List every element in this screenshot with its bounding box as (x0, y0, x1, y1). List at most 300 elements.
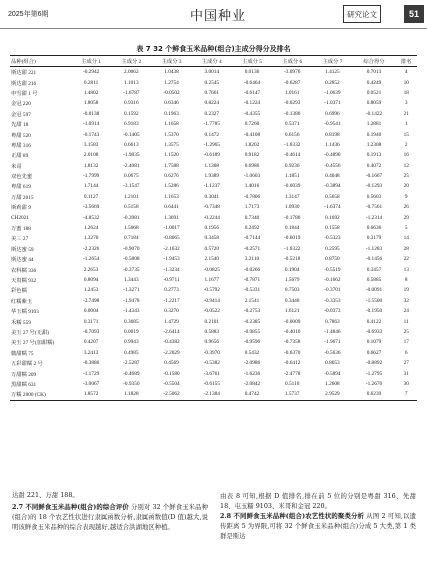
section-2-7-title: 2.7 不同鲜食玉米品种(组合)的综合评价 (12, 503, 129, 511)
table-caption: 表 7 32 个鲜食玉米品种(组合)主成分得分及排名 (136, 45, 291, 53)
score-cell: 0.8750 (325, 256, 340, 263)
score-cell: 0.1472 (204, 131, 220, 138)
score-cell: -1.6787 (123, 89, 140, 96)
score-cell: -1.2217 (163, 297, 180, 304)
score-cell: 0.2101 (204, 318, 220, 325)
score-cell: -1.9671 (324, 339, 341, 346)
score-cell: 3.2413 (83, 349, 99, 356)
score-cell: 18 (403, 89, 409, 96)
score-cell: 0.2773 (164, 287, 179, 294)
score-cell: -1.6236 (243, 370, 261, 377)
table-row (10, 161, 417, 171)
table-row (10, 223, 417, 233)
variety-name-cell: 斯达蜜 44 (11, 257, 34, 264)
variety-name-cell: 金冠 220 (11, 101, 31, 108)
column-header: 综合得分 (353, 56, 396, 67)
score-cell: 21 (403, 110, 409, 117)
variety-name-cell: 天贵糯 932 (11, 278, 37, 284)
score-cell: -1.0322 (284, 245, 301, 252)
score-cell: -0.7358 (284, 339, 301, 346)
score-cell: 9 (404, 193, 408, 200)
column-header: 主成分 4 (192, 56, 232, 67)
score-cell: 0.4048 (325, 173, 340, 180)
variety-name-cell: 正甜 89 (11, 153, 29, 160)
score-cell: 2.0108 (83, 152, 99, 159)
score-cell: 3.1583 (83, 141, 99, 148)
score-cell: -3.5669 (82, 204, 100, 211)
score-cell: -1.4343 (123, 308, 140, 315)
variety-name-cell: 斯达甜 221 (11, 70, 37, 77)
score-cell: 2.2653 (83, 266, 99, 273)
score-cell: -2.2326 (82, 245, 100, 252)
variety-name-cell: 禾糯 559 (11, 319, 31, 326)
score-cell: -0.3886 (82, 360, 100, 367)
score-cell: 0.1963 (164, 110, 179, 117)
score-cell: 0.0019 (124, 328, 139, 335)
score-cell: 1.4729 (164, 318, 179, 325)
score-cell: 1.1677 (204, 277, 220, 283)
score-cell: -0.5894 (324, 370, 341, 377)
score-cell: 1.5370 (164, 131, 179, 138)
score-cell: 0.4207 (83, 339, 99, 346)
score-cell: -1.0639 (324, 89, 341, 96)
score-cell: 0.1844 (284, 225, 300, 232)
score-cell: 0.6986 (244, 162, 260, 169)
table-body (10, 67, 417, 401)
score-cell: -0.7561 (365, 204, 383, 211)
score-cell: 0.5158 (124, 204, 139, 211)
score-cell: 0.6996 (325, 110, 340, 117)
right-paragraph: 由表 8 可知,根据 D 值排名,排在前 5 位的分别是粤甜 316、先甜 18、屯玉糯 9103、米哥和金冠 220。 (220, 492, 416, 510)
score-cell: -1.1729 (82, 370, 100, 377)
score-cell: 1.2881 (366, 121, 382, 128)
variety-name-cell: 粤甜 316 (11, 142, 31, 149)
left-column (12, 502, 208, 532)
score-cell: -0.3353 (324, 297, 341, 304)
score-cell: 1.1520 (164, 152, 179, 159)
score-cell: -0.4108 (243, 131, 261, 138)
score-cell: -0.7144 (243, 235, 261, 242)
table-row (10, 98, 417, 108)
score-cell: 0.1127 (83, 193, 99, 200)
score-cell: 1.7144 (83, 183, 99, 190)
score-cell: -2.2029 (163, 349, 180, 356)
score-cell: 2.1541 (244, 297, 260, 304)
score-cell: -0.2571 (243, 245, 261, 252)
score-cell: 1.2624 (83, 225, 99, 232)
score-cell: 0.1956 (204, 225, 220, 232)
score-cell: -0.0825 (203, 266, 220, 273)
table-row (10, 202, 417, 212)
score-cell: -1.4846 (324, 328, 341, 335)
score-cell: -0.4890 (324, 152, 341, 159)
score-cell: 0.8094 (83, 277, 99, 283)
score-cell: 1.1653 (164, 193, 179, 200)
score-cell: 0.9943 (124, 339, 139, 346)
score-cell: 1.5737 (272, 389, 312, 400)
score-cell: -0.9414 (203, 297, 220, 304)
score-cell: -3.7498 (82, 297, 100, 304)
variety-name-cell: 美三 27 (11, 236, 29, 243)
score-cell: -0.8065 (163, 235, 180, 242)
score-cell: 1.4016 (244, 183, 260, 190)
score-cell: -0.1293 (365, 183, 383, 190)
score-cell: 16 (403, 152, 409, 159)
score-cell: -1.2314 (365, 214, 383, 221)
score-cell: 15 (403, 131, 409, 138)
score-cell: 0.1940 (366, 131, 382, 138)
score-cell: 1.2308 (366, 141, 382, 148)
score-cell: 0.4985 (124, 349, 139, 356)
left-col-continuation: 达甜 221、万甜 188。 (12, 491, 79, 499)
score-cell: -1.2795 (365, 370, 383, 377)
score-cell: 0.5720 (204, 245, 220, 252)
score-cell: 1.3691 (164, 214, 179, 221)
score-cell: 0.6613 (124, 141, 139, 148)
score-cell: 1.1851 (284, 173, 300, 180)
score-cell: -0.0266 (243, 266, 261, 273)
score-cell: -0.6287 (284, 79, 301, 86)
score-cell: 0.6239 (353, 389, 396, 400)
table-row (10, 379, 417, 389)
score-cell: -0.9070 (123, 245, 140, 252)
variety-name-cell: 万甜糯 209 (11, 371, 37, 378)
variety-name-cell: 红糯紫玉 (11, 298, 33, 305)
score-cell: -0.6039 (284, 183, 301, 190)
score-cell: -0.2942 (82, 69, 100, 76)
score-cell: -0.1380 (284, 110, 301, 117)
score-cell: 0.3457 (366, 266, 382, 273)
score-cell: 0.3458 (204, 235, 220, 242)
score-cell: -0.7348 (203, 204, 220, 211)
variety-name-cell: 双色先蜜 (11, 174, 33, 181)
score-cell: 0.2545 (204, 79, 220, 86)
score-cell: -0.1667 (365, 173, 383, 180)
score-cell: 4 (404, 69, 408, 76)
score-cell: 0.3685 (124, 318, 139, 325)
score-cell: -0.2753 (243, 308, 261, 315)
variety-name-cell: 美玉 27 号(无甜) (11, 329, 49, 336)
score-cell: -1.9453 (163, 256, 180, 263)
score-cell: 20 (403, 183, 409, 190)
score-cell: 2.9529 (312, 389, 352, 400)
score-cell: 0.7503 (284, 287, 300, 294)
variety-name-cell: 微甜糯 75 (11, 350, 34, 357)
score-cell: -1.0332 (284, 141, 301, 148)
score-cell: 10 (403, 79, 409, 86)
score-cell: -0.8138 (82, 110, 100, 117)
variety-name-cell: 先甜 18 (11, 122, 29, 129)
score-cell: -1.1283 (365, 245, 383, 252)
score-cell: 0.7661 (204, 89, 220, 96)
score-cell: -3.0976 (284, 69, 301, 76)
score-cell: 2 (404, 141, 408, 148)
score-cell: 1.4802 (83, 89, 99, 96)
score-cell: -0.0293 (284, 100, 301, 107)
score-cell: 0.3171 (83, 318, 99, 325)
table-row (10, 119, 417, 129)
score-cell: 1.3443 (124, 277, 139, 283)
score-cell: -1.9835 (123, 152, 140, 159)
score-cell: -0.3701 (324, 287, 341, 294)
score-cell: -2.5287 (123, 360, 140, 367)
score-cell: -1.5500 (365, 297, 383, 304)
journal-logo: 中国种业 (190, 9, 247, 24)
table-row (10, 316, 417, 326)
variety-name-cell: CH2021 (11, 214, 29, 221)
score-cell: -0.5636 (324, 349, 341, 356)
table-row (10, 150, 417, 160)
score-cell: -2.0986 (243, 360, 261, 367)
score-cell: 1.7588 (164, 162, 179, 169)
score-cell: 0.1079 (366, 339, 382, 346)
score-cell: -1.0371 (324, 100, 341, 107)
score-cell: 0.0675 (124, 173, 139, 180)
score-cell: 0.5432 (244, 349, 260, 356)
score-cell: 0.3179 (366, 235, 382, 242)
score-cell: 1.3270 (83, 235, 99, 242)
score-cell: -0.4382 (163, 339, 180, 346)
score-cell: 27 (403, 360, 409, 367)
score-cell: -4.8532 (82, 214, 100, 221)
score-cell: 0.1592 (124, 110, 139, 117)
table-row (10, 129, 417, 139)
table-row (10, 77, 417, 87)
score-cell: 2.1540 (204, 256, 220, 263)
score-cell: 1.2453 (83, 287, 99, 294)
score-cell: -0.4355 (243, 110, 261, 117)
score-cell: 0.6627 (366, 349, 382, 356)
score-cell: 0.2811 (83, 79, 99, 86)
variety-name-cell: 黑甜糯 631 (11, 381, 37, 388)
score-cell: -0.4556 (324, 162, 341, 169)
score-cell: 11 (403, 318, 409, 325)
score-cell: -3.0067 (82, 380, 100, 387)
table-header-row (10, 56, 417, 67)
score-cell: 1.0161 (284, 89, 300, 96)
table-row (10, 109, 417, 119)
score-cell: 1.6121 (284, 308, 300, 315)
table-row (10, 348, 417, 358)
score-cell: 0.4569 (164, 360, 179, 367)
score-cell: 1.8202 (244, 141, 260, 148)
score-cell: -0.1405 (123, 131, 140, 138)
variety-name-cell: 万糯 2000 (CK) (10, 389, 71, 400)
score-cell: 2.0062 (124, 69, 139, 76)
table-row (10, 254, 417, 264)
score-cell: 1.3147 (284, 193, 300, 200)
score-cell: -0.1950 (365, 308, 383, 315)
variety-name-cell: 农科糯 336 (11, 267, 37, 274)
score-cell: -0.1224 (243, 100, 261, 107)
score-cell: -1.2676 (365, 380, 383, 387)
score-cell: -0.0502 (163, 89, 180, 96)
score-cell: 1.5679 (284, 277, 300, 283)
table-row (10, 244, 417, 254)
right-column (220, 491, 416, 541)
score-cell: -1.0914 (82, 121, 100, 128)
score-cell: -1.9478 (123, 297, 140, 304)
score-cell: -0.1580 (163, 370, 180, 377)
score-cell: 0.7340 (244, 214, 260, 221)
score-cell: 0.9316 (124, 100, 139, 107)
score-cell: -0.2385 (243, 318, 261, 325)
variety-name-cell: 金冠 597 (11, 111, 31, 118)
score-cell: 26 (403, 204, 409, 211)
score-cell: 0.9236 (284, 162, 300, 169)
score-table (10, 55, 417, 401)
variety-name-cell: 美玉 27 号(加甜糯) (11, 340, 55, 347)
score-cell: 7 (395, 389, 417, 400)
score-cell: -0.4010 (284, 328, 301, 335)
score-cell: -0.5331 (243, 287, 261, 294)
score-cell: 0.0521 (366, 89, 382, 96)
score-cell: -3.6761 (203, 370, 220, 377)
score-cell: 0.6346 (164, 100, 179, 107)
header-divider (0, 28, 427, 29)
score-cell: 0.5371 (284, 121, 300, 128)
score-cell: 0.3041 (204, 193, 220, 200)
score-cell: 6.9183 (124, 121, 139, 128)
score-cell: 1.7173 (244, 204, 260, 211)
section-2-8-title: 2.8 不同鲜食玉米品种(组合)农艺性状的聚类分析 (220, 512, 365, 520)
score-cell: 0.1913 (366, 152, 382, 159)
score-cell: 0.4249 (366, 79, 382, 86)
score-cell: 25 (403, 328, 409, 335)
score-cell: 0.8059 (366, 100, 382, 107)
score-cell: -0.6155 (203, 380, 220, 387)
table-row (10, 67, 417, 78)
score-cell: 1.0438 (164, 69, 179, 76)
table-row (10, 358, 417, 368)
score-cell: 12 (403, 162, 409, 169)
score-cell: -0.5808 (123, 256, 140, 263)
score-cell: 0.2327 (204, 110, 220, 117)
score-cell: -0.1780 (284, 214, 301, 221)
score-cell: -0.5792 (203, 287, 220, 294)
table-row (10, 140, 417, 150)
score-cell: 0.8653 (325, 360, 340, 367)
score-cell: 1.8058 (83, 100, 99, 107)
score-cell: 0.7184 (124, 235, 139, 242)
score-cell: -0.2244 (203, 214, 220, 221)
score-cell: -0.8892 (365, 360, 383, 367)
score-cell: 1.2101 (124, 193, 139, 200)
section-label: 研究论文 (347, 9, 377, 19)
score-cell: -0.6147 (243, 89, 261, 96)
score-cell: 28 (403, 245, 409, 252)
score-cell: -2.0842 (243, 380, 261, 387)
table-row (10, 327, 417, 337)
score-cell: 0.8198 (325, 131, 340, 138)
score-cell: -2.4778 (284, 370, 301, 377)
score-cell: -0.6189 (203, 152, 220, 159)
score-cell: -1.2965 (203, 141, 220, 148)
score-cell: 0.3270 (164, 308, 179, 315)
score-cell: 0.5603 (366, 193, 382, 200)
variety-name-cell: 斯莉甜 9 (11, 205, 31, 212)
variety-name-cell: 米哥 (11, 163, 22, 170)
score-cell: -0.6412 (284, 360, 301, 367)
score-cell: -0.1743 (82, 131, 100, 138)
column-header: 主成分 6 (272, 56, 312, 67)
score-cell: -0.5218 (284, 256, 301, 263)
variety-name-cell: 万蜜 188 (11, 226, 31, 233)
variety-name-cell: 斯达甜 216 (11, 80, 37, 87)
score-cell: 0.5885 (366, 277, 382, 283)
score-cell: -0.9711 (163, 277, 180, 283)
score-cell: 17 (403, 339, 409, 346)
score-cell: 1.2754 (164, 79, 179, 86)
score-cell: 0.1692 (325, 214, 340, 221)
section-2-8-body: 从图 2 可知,以遗传距离 5 为界限,可将 32 个鲜食玉米品种(组合)分成 5 大类,第 1 类群是斯达 (220, 512, 416, 540)
score-cell: -0.9596 (243, 339, 261, 346)
score-cell: 3.0014 (204, 69, 220, 76)
score-cell: -0.7806 (243, 193, 261, 200)
score-cell: 0.6156 (284, 131, 300, 138)
score-cell: 1.9389 (204, 173, 220, 180)
score-cell: -0.5519 (324, 266, 341, 273)
score-cell: 0.0004 (83, 308, 99, 315)
score-cell: 0.6636 (366, 225, 382, 232)
score-cell: -0.7871 (243, 277, 261, 283)
table-row (10, 88, 417, 98)
score-cell: 3.2110 (244, 256, 260, 263)
score-cell: -0.9855 (243, 328, 261, 335)
score-cell: -2.1384 (192, 389, 232, 400)
score-cell: 24 (403, 308, 409, 315)
score-cell: -1.1237 (203, 183, 220, 190)
score-cell: -0.0009 (284, 318, 301, 325)
score-cell: 0.0136 (244, 69, 260, 76)
score-cell: 30 (403, 380, 409, 387)
score-cell: 0.6276 (164, 173, 179, 180)
score-cell: 1.5286 (164, 183, 179, 190)
score-cell: -0.6019 (284, 235, 301, 242)
score-cell: -0.4689 (123, 370, 140, 377)
score-cell: 0.2852 (325, 79, 340, 86)
score-cell: 0.6441 (164, 204, 179, 211)
score-cell: -0.4614 (284, 152, 301, 159)
score-cell: 0.7013 (366, 69, 382, 76)
score-cell: -0.7093 (82, 328, 100, 335)
score-cell: 0.4742 (232, 389, 272, 400)
table-row (10, 264, 417, 274)
score-cell: -1.7999 (82, 173, 100, 180)
score-cell: 32 (403, 297, 409, 304)
score-cell: 19 (403, 287, 409, 294)
score-cell: 0.2595 (325, 245, 340, 252)
table-row (10, 275, 417, 285)
score-cell: 1.0930 (284, 204, 300, 211)
score-cell: -0.1422 (365, 110, 383, 117)
column-header: 品种(组合) (10, 56, 71, 67)
score-cell: -0.3970 (203, 349, 220, 356)
score-cell: -1.7785 (203, 121, 220, 128)
score-cell: -1.0603 (243, 173, 261, 180)
issue-label: 2025年第6期 (8, 11, 49, 18)
column-header: 主成分 2 (111, 56, 151, 67)
score-cell: 0.5110 (285, 380, 300, 387)
score-cell: 0.5883 (204, 328, 220, 335)
table-row (10, 368, 417, 378)
score-cell: 14 (403, 235, 409, 242)
variety-name-cell: 五彩甜糯 2 号 (11, 361, 43, 368)
column-header: 主成分 3 (151, 56, 191, 67)
score-cell: 1.8572 (71, 389, 111, 400)
score-cell: 31 (403, 370, 409, 377)
score-cell: -0.5323 (324, 235, 341, 242)
